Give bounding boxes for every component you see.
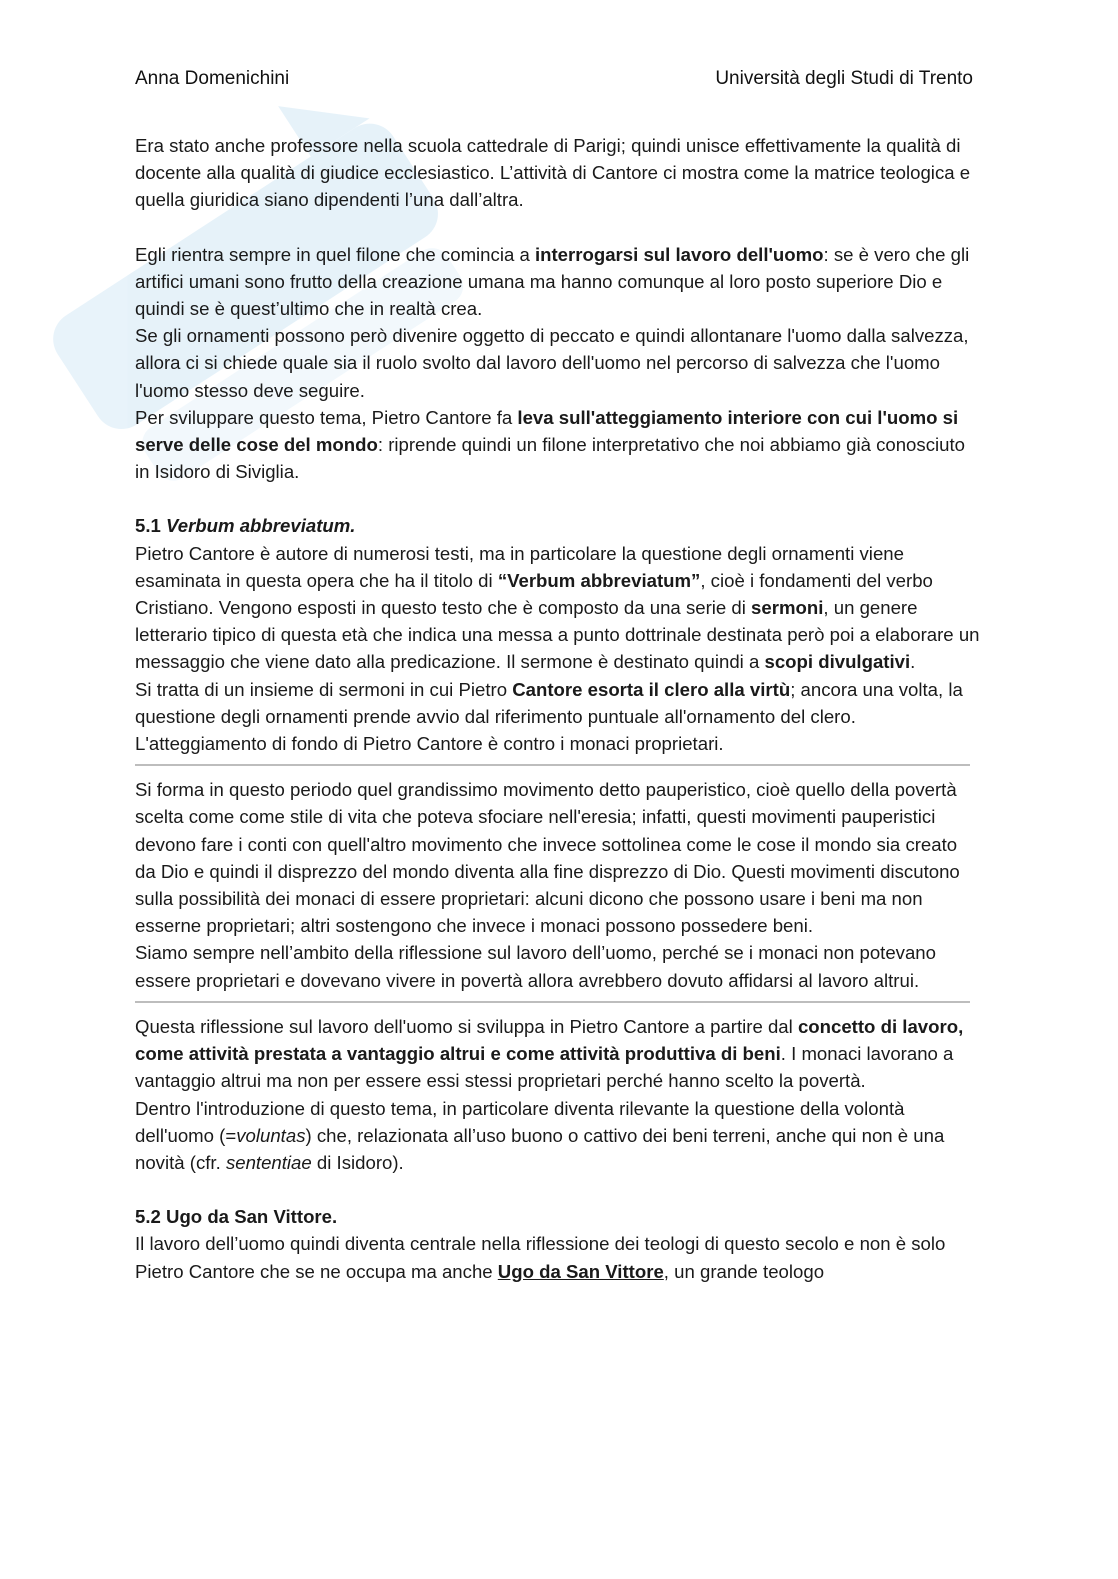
- paragraph: [135, 676, 980, 758]
- paragraph-spacer: [135, 214, 980, 241]
- text-run: ; ancora una volta, la questione degli ornamenti prende avvio dal riferimento puntuale all'ornamento del clero. L'atteggiamento di fondo di Pietro Cantore è contro i monaci proprietari.: [135, 678, 963, 755]
- paragraph: [135, 540, 980, 676]
- text-run: : riprende quindi un filone interpretativo che noi abbiamo già conosciuto in Isidoro di Siviglia.: [135, 434, 965, 483]
- text-run: : se è vero che gli artifici umani sono frutto della creazione umana ma hanno comunque al loro posto superiore Dio e quindi se è quest’ultimo che in realtà crea.: [135, 243, 970, 320]
- horizontal-rule: [135, 764, 970, 766]
- text-run: .: [910, 651, 916, 673]
- text-run: , cioè i fondamenti del verbo Cristiano. Vengono esposti in questo testo che è composto da una serie di: [135, 569, 933, 619]
- text-run: Egli rientra sempre in quel filone che comincia a: [135, 243, 535, 265]
- text-run: di Isidoro).: [311, 1151, 404, 1173]
- university-name: Università degli Studi di Trento: [715, 68, 973, 89]
- paragraph-spacer: [135, 1176, 980, 1203]
- section-heading-5-1: [135, 512, 980, 539]
- author-name: Anna Domenichini: [135, 68, 290, 89]
- bold-text: sermoni: [751, 597, 824, 619]
- paragraph: [135, 404, 980, 486]
- bold-text: interrogarsi sul lavoro dell'uomo: [534, 243, 824, 265]
- paragraph: [135, 1013, 980, 1095]
- section-title: Verbum abbreviatum.: [166, 515, 356, 537]
- paragraph: [135, 1230, 980, 1284]
- bold-text: scopi divulgativi: [764, 651, 911, 673]
- paragraph: [135, 132, 980, 214]
- bold-text: leva sull'atteggiamento interiore con cui l'uomo si serve delle cose del mondo: [135, 406, 959, 456]
- section-title: 5.2 Ugo da San Vittore.: [135, 1206, 338, 1228]
- paragraph: [135, 776, 980, 939]
- bold-text: concetto di lavoro, come attività prestata a vantaggio altrui e come attività produttiva di beni: [135, 1015, 964, 1065]
- paragraph: [135, 241, 980, 323]
- text-run: . I monaci lavorano a vantaggio altrui ma non per essere essi stessi proprietari perché hanno scelto la povertà.: [135, 1043, 954, 1092]
- text-run: Il lavoro dell’uomo quindi diventa centrale nella riflessione dei teologi di questo secolo e non è solo Pietro Cantore che se ne occupa ma anche: [135, 1233, 946, 1282]
- text-run: Pietro Cantore è autore di numerosi testi, ma in particolare la questione degli ornamenti viene esaminata in questa opera che ha il titolo di: [135, 542, 904, 591]
- paragraph-text: Siamo sempre nell’ambito della riflessione sul lavoro dell’uomo, perché se i monaci non potevano essere proprietari e dovevano vivere in povertà allora avrebbero dovuto affidarsi al lavoro altrui.: [135, 942, 936, 991]
- paragraph-text: Se gli ornamenti possono però divenire oggetto di peccato e quindi allontanare l'uomo dalla salvezza, allora ci si chiede quale sia il ruolo svolto dal lavoro dell'uomo nel percorso di salvezza che l'uomo l'uomo stesso deve seguire.: [135, 325, 969, 401]
- italic-text: sententiae: [225, 1151, 312, 1173]
- section-heading-5-2: [135, 1203, 980, 1230]
- text-run: , un grande teologo: [663, 1260, 825, 1282]
- text-run: Dentro l'introduzione di questo tema, in particolare diventa rilevante la questione della volontà dell'uomo (=: [135, 1097, 905, 1146]
- text-run: Si tratta di un insieme di sermoni in cui Pietro: [135, 678, 513, 700]
- bold-text: Cantore esorta il clero alla virtù: [512, 678, 791, 700]
- paragraph: [135, 939, 980, 993]
- paragraph-text: Era stato anche professore nella scuola cattedrale di Parigi; quindi unisce effettivamente la qualità di docente alla qualità di giudice ecclesiastico. L’attività di Cantore ci mostra come la matrice teologica e quella giuridica siano dipendenti l’una dall’altra.: [135, 135, 971, 211]
- paragraph-spacer: [135, 485, 980, 512]
- paragraph: [135, 1095, 980, 1177]
- text-run: Per sviluppare questo tema, Pietro Cantore fa: [135, 406, 518, 428]
- underlined-bold-text: Ugo da San Vittore: [497, 1260, 664, 1282]
- italic-text: voluntas: [236, 1124, 306, 1146]
- document-body: [135, 132, 980, 1285]
- section-number: 5.1: [135, 515, 167, 537]
- text-run: , un genere letterario tipico di questa età che indica una messa a punto dottrinale destinata però poi a elaborare un messaggio che viene dato alla predicazione. Il sermone è destinato quindi a: [135, 597, 980, 673]
- paragraph: [135, 322, 980, 404]
- text-run: Questa riflessione sul lavoro dell'uomo si sviluppa in Pietro Cantore a partire dal: [135, 1015, 798, 1037]
- text-run: ) che, relazionata all’uso buono o cattivo dei beni terreni, anche qui non è una novità (cfr.: [135, 1124, 945, 1173]
- paragraph-text: Si forma in questo periodo quel grandissimo movimento detto pauperistico, cioè quello della povertà scelta come come stile di vita che poteva sfociare nell'eresia; infatti, questi movimenti pauperistici devono fare i conti con quell'altro movimento che invece sottolinea come le cose il mondo sia creato da Dio e quindi il disprezzo del mondo diventa alla fine disprezzo di Dio. Questi movimenti discutono sulla possibilità dei monaci di essere proprietari: alcuni dicono che possono usare i beni ma non esserne proprietari; altri sostengono che invece i monaci possono possedere beni.: [135, 779, 960, 937]
- bold-text: “Verbum abbreviatum”: [497, 569, 701, 591]
- horizontal-rule: [135, 1001, 970, 1003]
- page-header: [135, 68, 973, 94]
